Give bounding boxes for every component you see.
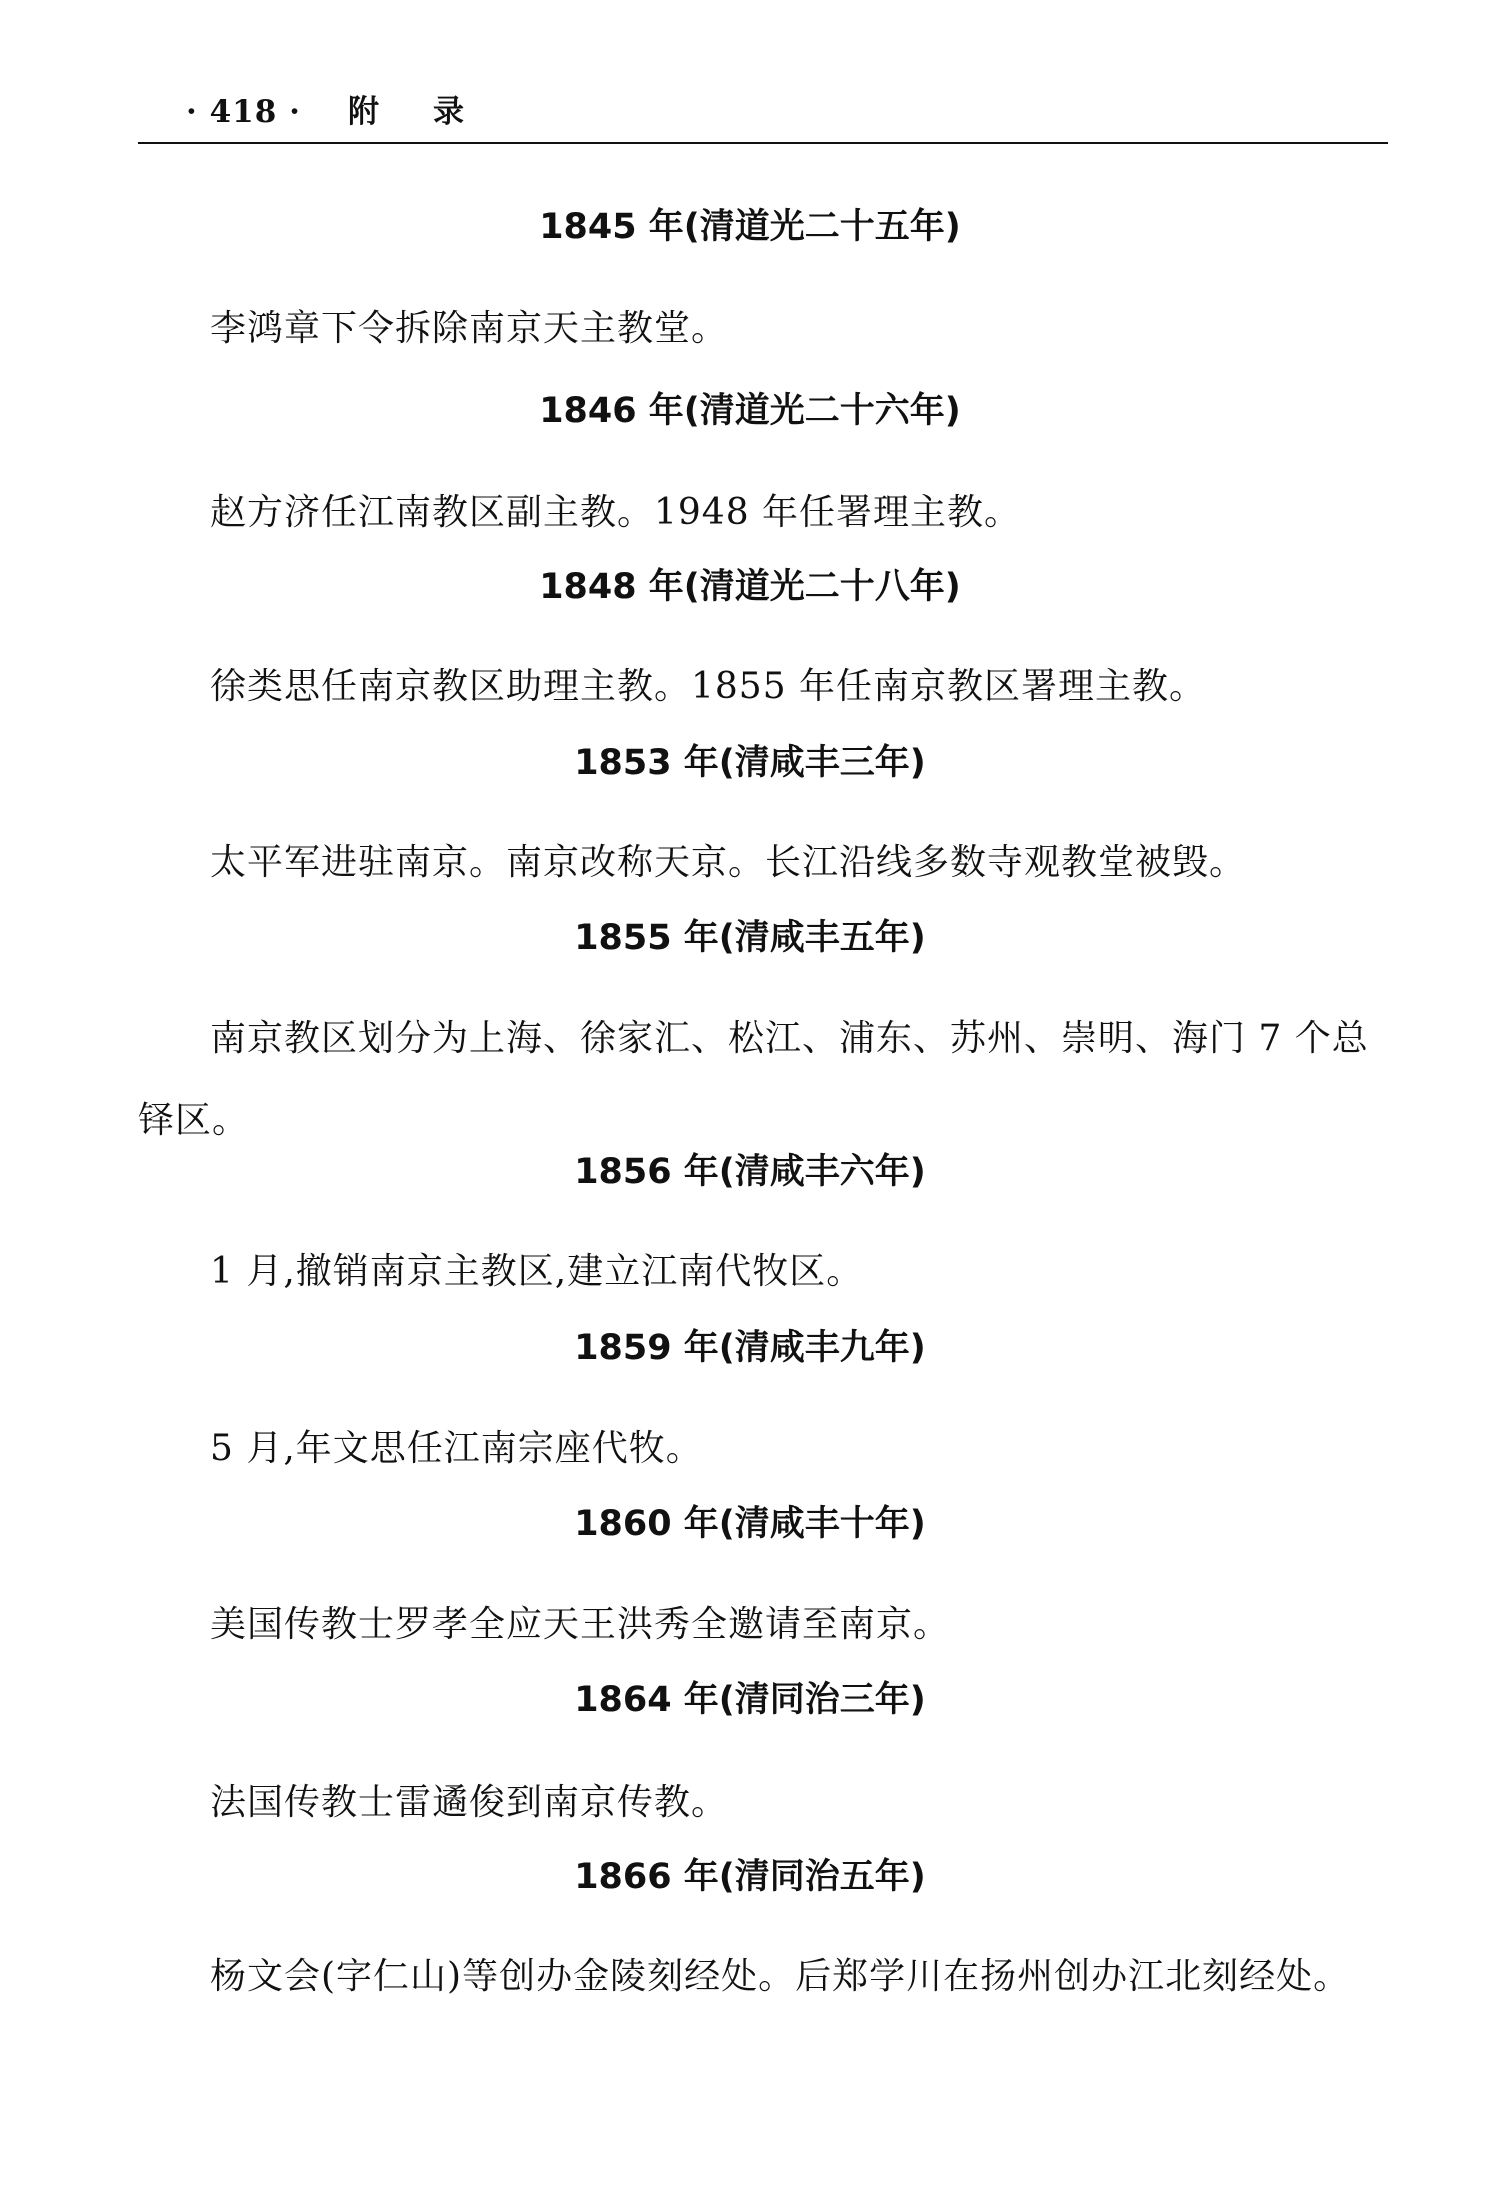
- entry-text-1845: 李鸿章下令拆除南京天主教堂。: [210, 308, 729, 349]
- entry-heading-1855: 1855 年(清咸丰五年): [574, 918, 926, 958]
- entry-heading-1860: 1860 年(清咸丰十年): [574, 1504, 926, 1544]
- entry-heading-1864: 1864 年(清同治三年): [574, 1680, 926, 1720]
- entry-text-1860: 美国传教士罗孝全应天王洪秀全邀请至南京。: [210, 1604, 951, 1645]
- entry-heading-1856: 1856 年(清咸丰六年): [574, 1152, 926, 1192]
- entry-text-1848: 徐类思任南京教区助理主教。1855 年任南京教区署理主教。: [210, 666, 1207, 707]
- entry-text-1864: 法国传教士雷遹俊到南京传教。: [210, 1782, 729, 1823]
- entry-heading-1848: 1848 年(清道光二十八年): [539, 567, 961, 607]
- entry-text-1846: 赵方济任江南教区副主教。1948 年任署理主教。: [210, 492, 1022, 533]
- entry-text-1853: 太平军进驻南京。南京改称天京。长江沿线多数寺观教堂被毁。: [210, 842, 1247, 883]
- section-title: 附录: [348, 94, 518, 130]
- entry-heading-1845: 1845 年(清道光二十五年): [539, 207, 961, 247]
- entry-text-1856: 1 月,撤销南京主教区,建立江南代牧区。: [210, 1251, 864, 1292]
- page-number: · 418 ·: [186, 94, 301, 130]
- entry-text-1855: 南京教区划分为上海、徐家汇、松江、浦东、苏州、崇明、海门 7 个总铎区。: [138, 1018, 1369, 1141]
- page-header: [138, 92, 1388, 144]
- entry-heading-1866: 1866 年(清同治五年): [574, 1857, 926, 1897]
- entry-heading-1859: 1859 年(清咸丰九年): [574, 1328, 926, 1368]
- entry-heading-1846: 1846 年(清道光二十六年): [539, 391, 961, 431]
- entry-text-1859: 5 月,年文思任江南宗座代牧。: [210, 1428, 703, 1469]
- entry-text-1866: 杨文会(字仁山)等创办金陵刻经处。后郑学川在扬州创办江北刻经处。: [210, 1956, 1351, 1997]
- entry-heading-1853: 1853 年(清咸丰三年): [574, 743, 926, 783]
